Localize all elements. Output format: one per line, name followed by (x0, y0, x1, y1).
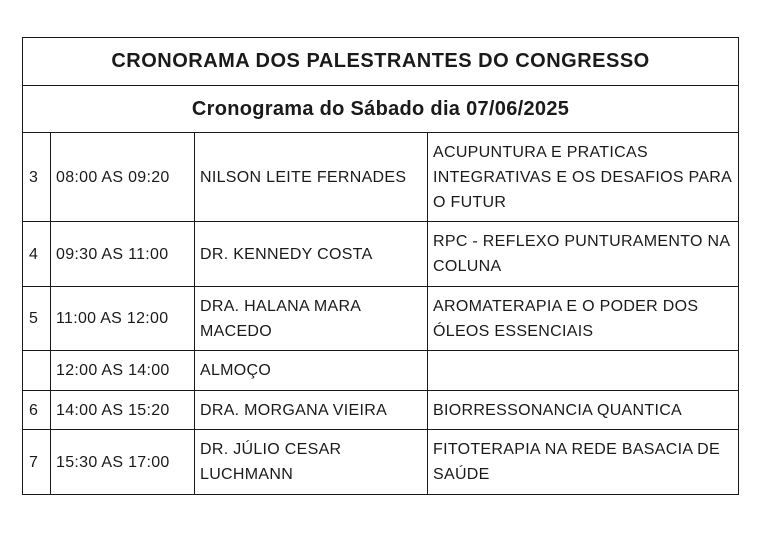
table-row (23, 430, 739, 495)
row-number: 5 (23, 287, 51, 351)
topic-cell (428, 351, 739, 391)
row-number: 6 (23, 391, 51, 430)
table-row (23, 351, 739, 391)
speaker-cell: DR. KENNEDY COSTA (195, 222, 428, 287)
row-number (23, 351, 51, 391)
table-row (23, 222, 739, 287)
document-title: CRONORAMA DOS PALESTRANTES DO CONGRESSO (23, 38, 739, 86)
time-cell: 12:00 AS 14:00 (51, 351, 195, 391)
table-row (23, 133, 739, 222)
speaker-cell: DRA. HALANA MARA MACEDO (195, 287, 428, 351)
topic-cell: BIORRESSONANCIA QUANTICA (428, 391, 739, 430)
topic-cell: FITOTERAPIA NA REDE BASACIA DE SAÚDE (428, 430, 739, 495)
schedule-subtitle: Cronograma do Sábado dia 07/06/2025 (23, 86, 739, 133)
time-cell: 14:00 AS 15:20 (51, 391, 195, 430)
topic-cell: AROMATERAPIA E O PODER DOS ÓLEOS ESSENCIAIS (428, 287, 739, 351)
speaker-cell: NILSON LEITE FERNADES (195, 133, 428, 222)
speaker-cell: ALMOÇO (195, 351, 428, 391)
subtitle-row (23, 86, 739, 133)
time-cell: 11:00 AS 12:00 (51, 287, 195, 351)
row-number: 3 (23, 133, 51, 222)
time-cell: 15:30 AS 17:00 (51, 430, 195, 495)
time-cell: 08:00 AS 09:20 (51, 133, 195, 222)
row-number: 7 (23, 430, 51, 495)
speaker-cell: DR. JÚLIO CESAR LUCHMANN (195, 430, 428, 495)
schedule-table (22, 37, 739, 495)
row-number: 4 (23, 222, 51, 287)
table-row (23, 391, 739, 430)
time-cell: 09:30 AS 11:00 (51, 222, 195, 287)
title-row (23, 38, 739, 86)
topic-cell: RPC - REFLEXO PUNTURAMENTO NA COLUNA (428, 222, 739, 287)
speaker-cell: DRA. MORGANA VIEIRA (195, 391, 428, 430)
topic-cell: ACUPUNTURA E PRATICAS INTEGRATIVAS E OS DESAFIOS PARA O FUTUR (428, 133, 739, 222)
table-row (23, 287, 739, 351)
